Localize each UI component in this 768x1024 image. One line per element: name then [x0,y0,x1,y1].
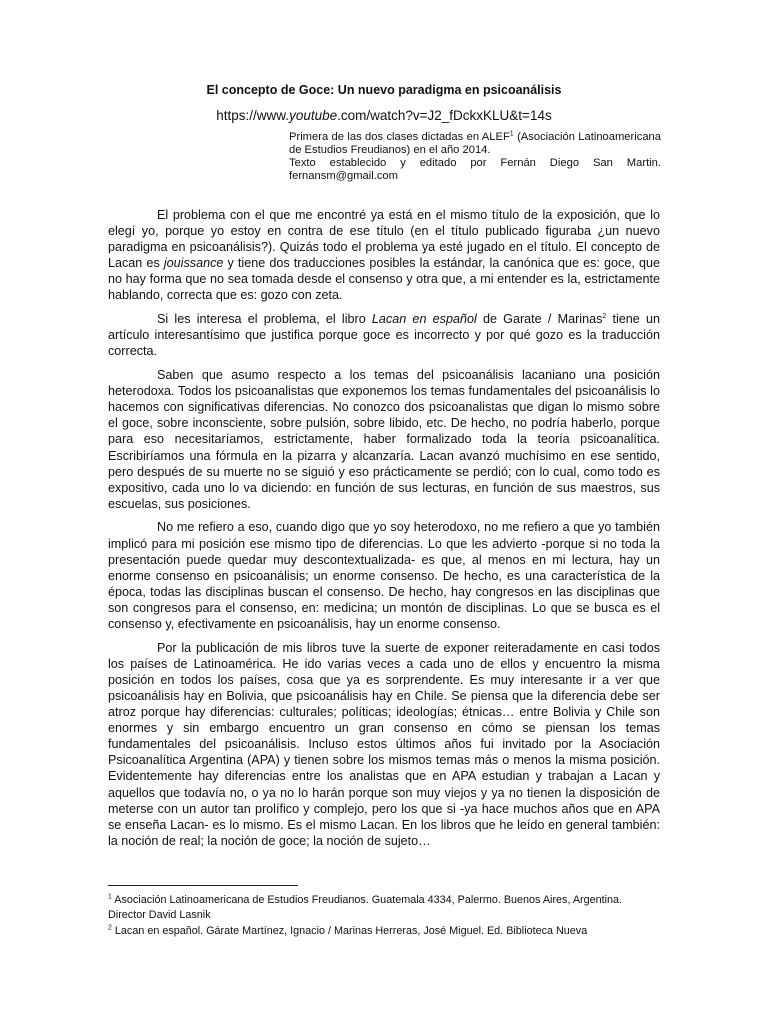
footnote-ref-1: 1 [509,130,514,138]
document-title: El concepto de Goce: Un nuevo paradigma en psicoanálisis [206,83,562,97]
paragraph-1: El problema con el que me encontré ya está en el mismo título de la exposición, que lo elegí yo, porque yo estoy en contra de ese título (en el título publicado figuraba ¿un nuevo paradigma en psicoanálisis?). Quizás todo el problema ya esté jugado en el título. El concepto de Lacan es jouissance y tiene dos traducciones posibles la estándar, la canónica que es: goce, que no hay forma que no sea tomada desde el consenso y otra que, a mi entender es la, estrictamente hablando, correcta que es: gozo con zeta. [108,208,660,303]
credits-line-2: Texto establecido y editado por Fernán Diego San Martin. fernansm@gmail.com [289,157,661,182]
source-url [0,108,768,123]
paragraph-5: Por la publicación de mis libros tuve la suerte de exponer reiteradamente en casi todos los países de Latinoamérica. He ido varias veces a cada uno de ellos y encuentro la misma posición en todos los países, cosa que ya es sorprendente. Es muy interesante ir a ver que psicoanálisis hay en Bolivia, que psicoanálisis hay en Chile. Se piensa que la diferencia debe ser atroz porque hay diferencias: culturales; políticas; ideologías; étnicas… entre Bolivia y Chile son enormes y sin embargo encuentro un gran consenso en cómo se piensan los temas fundamentales del psicoanálisis. Incluso estos últimos años fui invitado por la Asociación Psicoanalítica Argentina (APA) y tienen sobre los mismos temas más o menos la misma posición. Evidentemente hay diferencias entre los analistas que en APA estudian y trabajan a Lacan y aquellos que todavía no, o ya no lo harán porque son muy viejos y ya no tienen la disposición de meterse con un autor tan prolífico y complejo, pero los que si -ya hace muchos años que en APA se enseña Lacan- es lo mismo. Es el mismo Lacan. En los libros que he leído en general también: la noción de real; la noción de goce; la noción de sujeto… [108,640,660,848]
footnote-2: $^2$ Lacan en español. Gárate Martínez, Ignacio / Marinas Herreras, José Miguel. Ed. Biblioteca Nueva [108,924,588,937]
credits-block [289,131,661,183]
footnote-1: $^1$ Asociación Latinoamericana de Estudios Freudianos. Guatemala 4334, Palermo. Buenos Aires, Argentina. Director David Lasnik [108,893,623,922]
url-prefix: https://www. [216,108,290,123]
paragraph-4: No me refiero a eso, cuando digo que yo soy heterodoxo, no me refiero a que yo también implicó para mi posición ese mismo tipo de diferencias. Lo que les advierto -porque si no toda la presentación puede quedar muy descontextualizada- es que, al menos en mi lectura, hay un enorme consenso en psicoanálisis; un enorme consenso. De hecho, es una característica de la época, todas las disciplinas buscan el consenso. De hecho, hay congresos en las disciplinas que son congresos para el consenso, en: medicina; un montón de disciplinas. Lo que se busca es el consenso y, efectivamente en psicoanálisis, hay un enorme consenso. [108,520,660,632]
footnote-divider [108,885,298,886]
paragraph-2: Si les interesa el problema, el libro Lacan en español de Garate / Marinas$^2$ tiene un artículo interesantísimo que justifica porque goce es incorrecto y por qué gozo es la traducción correcta. [108,312,661,359]
document-body [108,207,660,857]
credits-line-1: Primera de las dos clases dictadas en ALEF$^1$ (Asociación Latinoamericana de Estudios Freudianos) en el año 2014. [289,130,662,156]
footnotes [108,893,660,939]
paragraph-3: Saben que asumo respecto a los temas del psicoanálisis lacaniano una posición heterodoxa. Todos los psicoanalistas que exponemos los temas fundamentales del psicoanálisis lo hacemos con significativas diferencias. No conozco dos psicoanalistas que digan lo mismo sobre el goce, sobre inconsciente, sobre pulsión, sobre libido, etc. De hecho, no podría haberlo, porque para eso necesitaríamos, estrictamente, haber formalizado toda la teoría psicoanalítica. Escribiríamos una fórmula en la pizarra y alcanzaría. Lacan avanzó muchísimo en ese sentido, pero después de su muerte no se siguió y eso prácticamente se perdió; con lo cual, como todo es expositivo, cada uno lo va diciendo: en función de sus lecturas, en función de sus maestros, sus escuelas, sus posiciones. [108,368,660,511]
url-domain: youtube [289,108,338,123]
footnote-ref-2: 2 [602,312,607,320]
url-suffix: .com/watch?v=J2_fDckxKLU&t=14s [337,108,552,123]
